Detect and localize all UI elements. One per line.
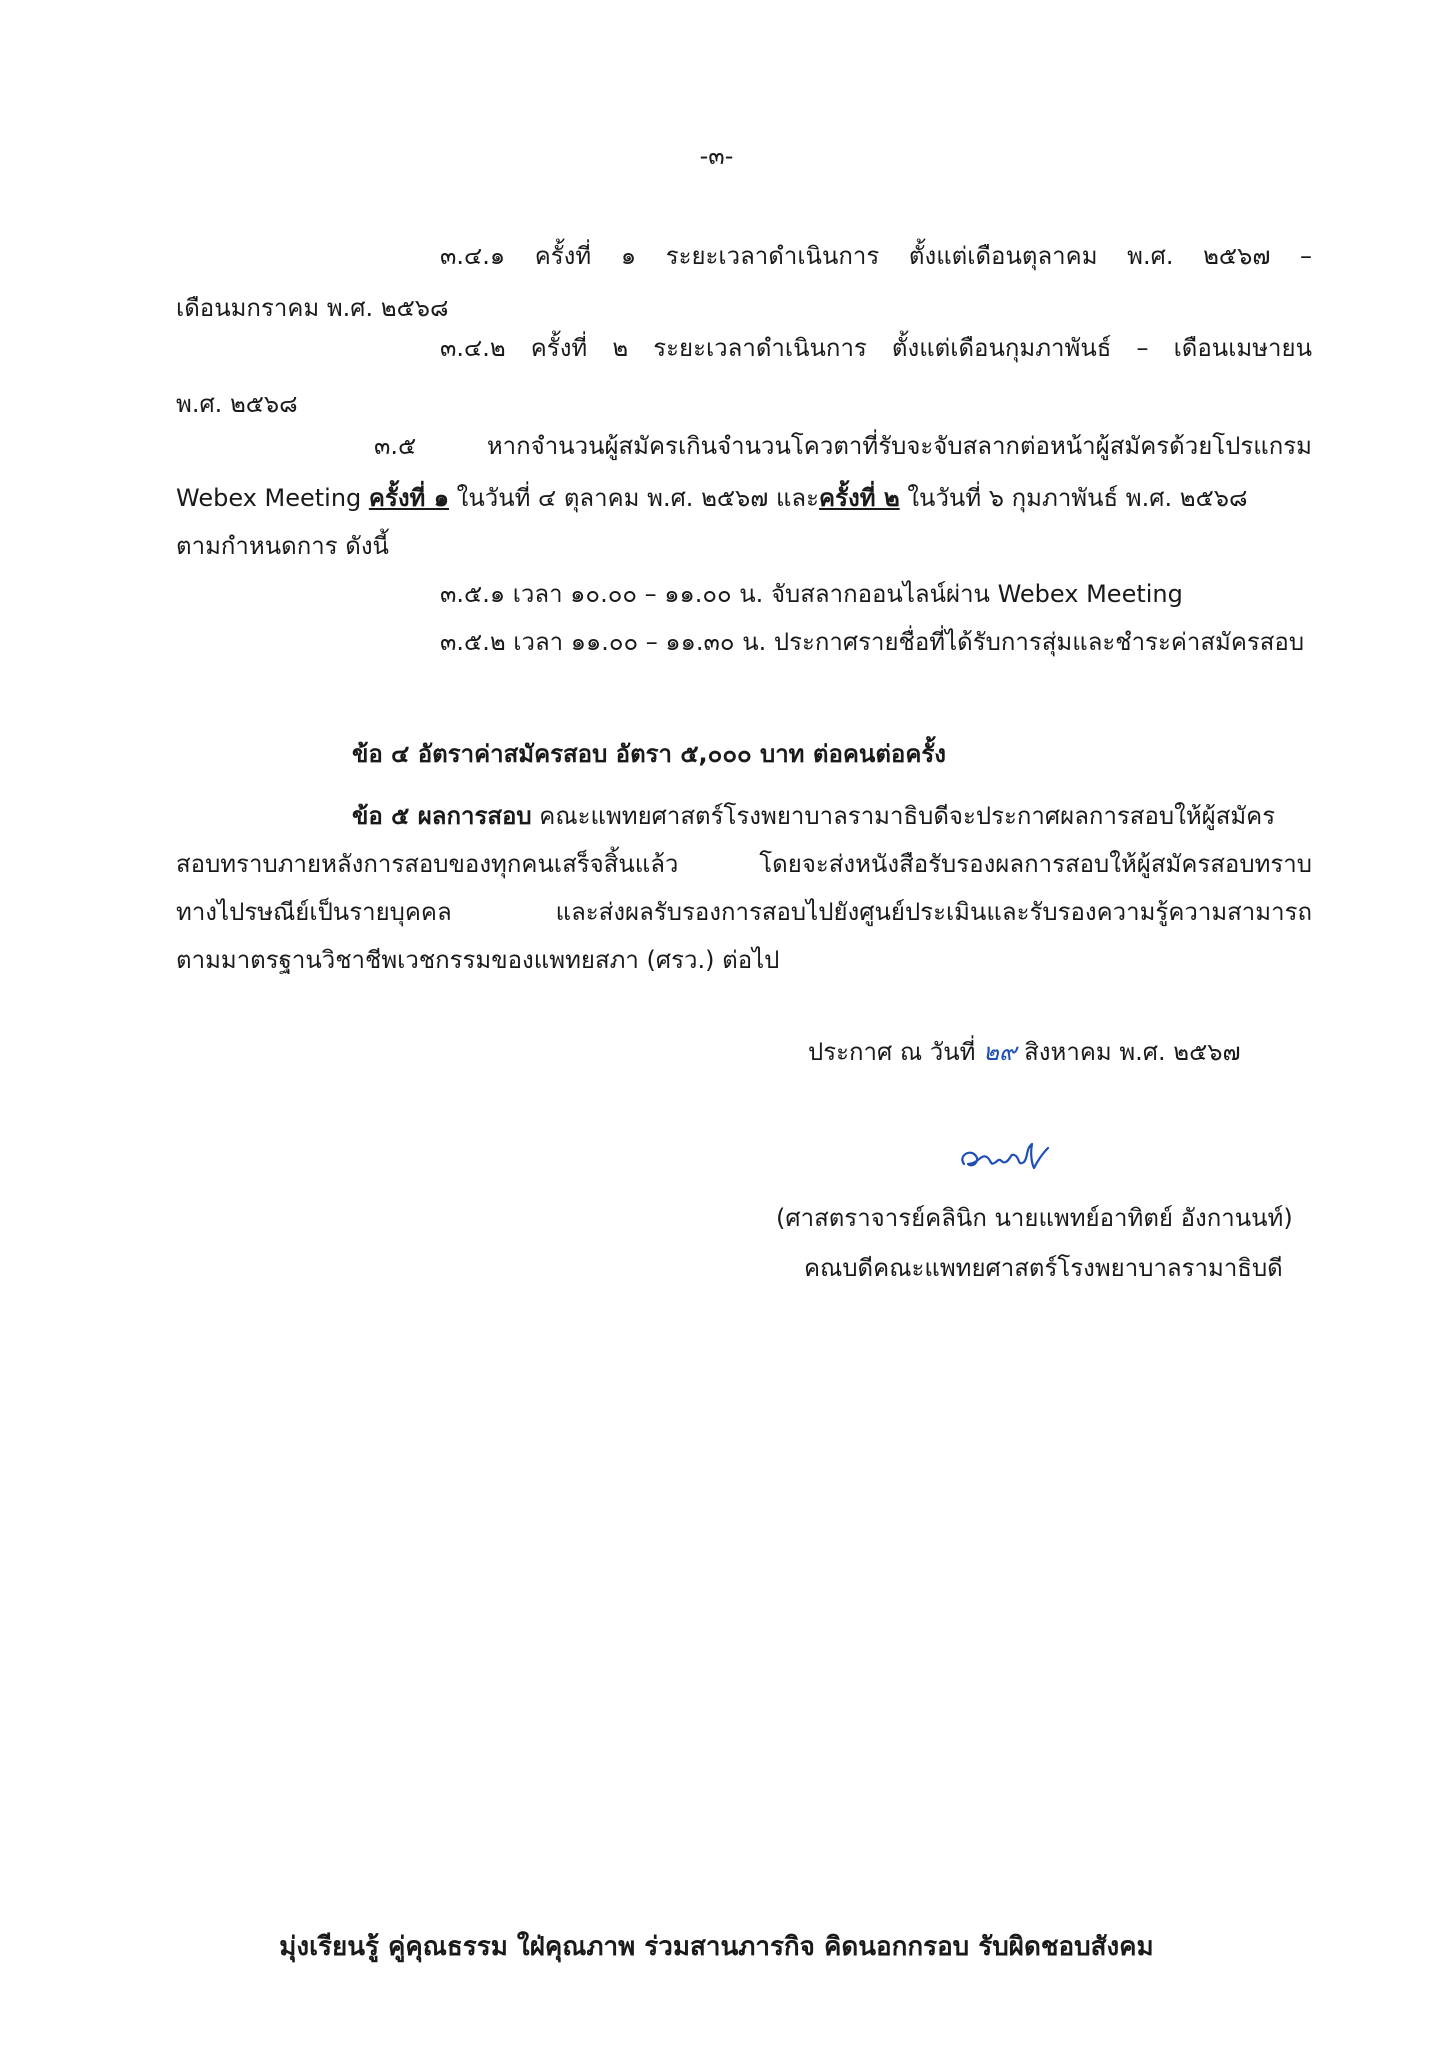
footer-motto: มุ่งเรียนรู้ คู่คุณธรรม ใฝ่คุณภาพ ร่วมสานภารกิจ คิดนอกกรอบ รับผิดชอบสังคม xyxy=(279,1932,1154,1962)
item-3-4-2-line2: พ.ศ. ๒๕๖๘ xyxy=(176,390,298,418)
item-3-5-line3: ตามกำหนดการ ดังนี้ xyxy=(176,532,389,560)
clause-4: ข้อ ๔ อัตราค่าสมัครสอบ อัตรา ๕,๐๐๐ บาท ต่อคนต่อครั้ง xyxy=(352,740,946,768)
item-3-5-date-2: ในวันที่ ๖ กุมภาพันธ์ พ.ศ. ๒๕๖๘ xyxy=(899,484,1248,512)
signatory-name: (ศาสตราจารย์คลินิก นายแพทย์อาทิตย์ อังกานนท์) xyxy=(776,1204,1293,1232)
page-number: -๓- xyxy=(699,142,734,170)
item-3-5-line2 xyxy=(176,482,1247,514)
item-3-5-round-2: ครั้งที่ ๒ xyxy=(819,484,900,512)
item-3-5-line1: ๓.๕ หากจำนวนผู้สมัครเกินจำนวนโควตาที่รับจะจับสลากต่อหน้าผู้สมัครด้วยโปรแกรม xyxy=(374,432,1312,460)
item-3-4-1-line2: เดือนมกราคม พ.ศ. ๒๕๖๘ xyxy=(176,294,449,322)
item-3-4-2-line1: ๓.๔.๒ ครั้งที่ ๒ ระยะเวลาดำเนินการ ตั้งแต่เดือนกุมภาพันธ์ – เดือนเมษายน xyxy=(440,334,1312,362)
item-3-5-1: ๓.๕.๑ เวลา ๑๐.๐๐ – ๑๑.๐๐ น. จับสลากออนไลน์ผ่าน Webex Meeting xyxy=(440,580,1183,608)
item-3-5-date-1: ในวันที่ ๔ ตุลาคม พ.ศ. ๒๕๖๗ และ xyxy=(448,484,820,512)
clause-5-line3: ทางไปรษณีย์เป็นรายบุคคล และส่งผลรับรองการสอบไปยังศูนย์ประเมินและรับรองความรู้ความสามารถ xyxy=(176,898,1312,926)
announcement-prefix: ประกาศ ณ วันที่ xyxy=(808,1038,976,1066)
clause-5-line1 xyxy=(352,800,1275,832)
signature-image xyxy=(956,1134,1066,1180)
announcement-suffix: สิงหาคม พ.ศ. ๒๕๖๗ xyxy=(1016,1038,1241,1066)
clause-5-line4: ตามมาตรฐานวิชาชีพเวชกรรมของแพทยสภา (ศรว.) ต่อไป xyxy=(176,946,780,974)
announcement-day: ๒๙ xyxy=(983,1038,1017,1066)
clause-5-line1-text: คณะแพทยศาสตร์โรงพยาบาลรามาธิบดีจะประกาศผลการสอบให้ผู้สมัคร xyxy=(531,802,1276,830)
signatory-position: คณบดีคณะแพทยศาสตร์โรงพยาบาลรามาธิบดี xyxy=(804,1254,1283,1282)
item-3-4-1-line1: ๓.๔.๑ ครั้งที่ ๑ ระยะเวลาดำเนินการ ตั้งแต่เดือนตุลาคม พ.ศ. ๒๕๖๗ – xyxy=(440,242,1312,270)
item-3-5-2: ๓.๕.๒ เวลา ๑๑.๐๐ – ๑๑.๓๐ น. ประกาศรายชื่อที่ได้รับการสุ่มและชำระค่าสมัครสอบ xyxy=(440,628,1305,656)
item-3-5-webex: Webex Meeting xyxy=(176,484,369,512)
clause-5-heading: ข้อ ๕ ผลการสอบ xyxy=(352,802,532,830)
clause-5-line2: สอบทราบภายหลังการสอบของทุกคนเสร็จสิ้นแล้ว โดยจะส่งหนังสือรับรองผลการสอบให้ผู้สมัครสอบทราบ xyxy=(176,850,1312,878)
item-3-5-round-1: ครั้งที่ ๑ xyxy=(368,484,449,512)
announcement-date xyxy=(808,1036,1241,1068)
